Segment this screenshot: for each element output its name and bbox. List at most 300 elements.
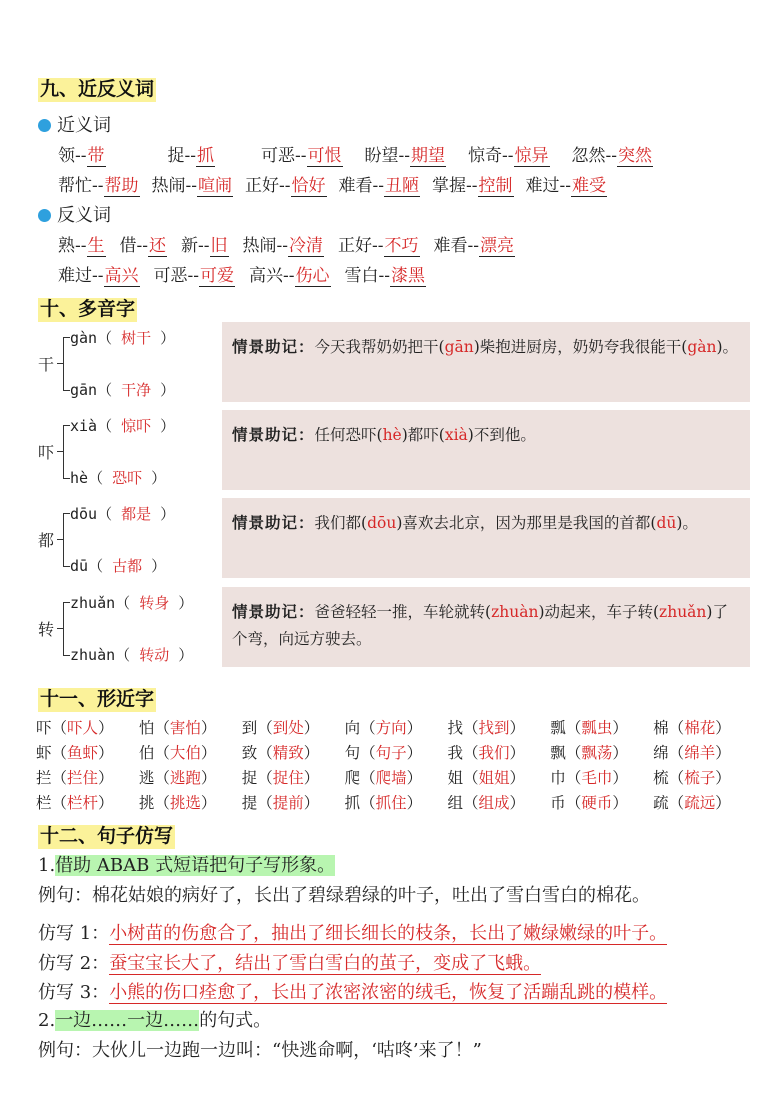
word-prompt: 雪白--: [344, 266, 390, 286]
word-prompt: 借--: [119, 236, 148, 256]
memory-tip-pinyin: gàn: [687, 338, 717, 356]
word-prompt: 热闹--: [242, 236, 288, 256]
word-answer: 抓: [197, 146, 214, 166]
section-10-title: 十、多音字: [40, 298, 136, 320]
memory-tip-pinyin: gān: [444, 338, 474, 356]
word-prompt: 忽然--: [571, 146, 617, 166]
similar-char: 棉: [653, 719, 669, 737]
similar-word: 大伯: [169, 744, 201, 762]
brace-tick: [57, 451, 63, 452]
paren: （: [360, 719, 376, 737]
similar-char-item: [139, 766, 242, 791]
similar-char: 捉: [241, 769, 258, 787]
similar-word: 逃跑: [169, 769, 201, 787]
similar-char-item: [345, 741, 448, 766]
paren: （: [360, 744, 376, 762]
word-answer: 丑陋: [385, 176, 419, 196]
word-pair: [58, 171, 140, 196]
similar-char: 疏: [653, 794, 669, 812]
paren: （: [565, 769, 582, 787]
similar-char: 虾: [36, 744, 52, 762]
paren: （: [97, 417, 122, 435]
memory-tip-text: 我们都(: [314, 514, 368, 532]
paren: （: [565, 719, 582, 737]
similar-word: 爬墙: [375, 769, 407, 787]
similar-char-item: [653, 741, 756, 766]
similar-chars-row: [36, 741, 756, 766]
polyphone-char: 吓: [38, 443, 55, 462]
paren: （: [668, 719, 685, 737]
paren: ）: [715, 719, 731, 737]
imitation-text: 小树苗的伤愈合了，抽出了细长细长的枝条，长出了嫩绿嫩绿的叶子。: [109, 923, 668, 944]
word-pair: [345, 261, 427, 286]
memory-tip-text: 爸爸轻轻一推，车轮就转(: [314, 603, 492, 621]
similar-word: 疏远: [684, 794, 716, 812]
imitation-sentence: [38, 919, 667, 945]
similar-char: 飘: [550, 744, 566, 762]
paren: ）: [98, 769, 114, 787]
paren: （: [51, 719, 68, 737]
memory-tip-pinyin: dū: [656, 514, 677, 532]
similar-char-item: [36, 791, 139, 816]
section-12-title: 十二、句子仿写: [40, 825, 174, 847]
similar-char-item: [447, 791, 550, 816]
paren: （: [668, 744, 685, 762]
imitation-label: 仿写 3：: [38, 982, 110, 1003]
similar-word: 句子: [375, 744, 407, 762]
similar-char: 我: [447, 744, 463, 762]
word-answer: 高兴: [104, 266, 139, 286]
similar-char-item: [242, 741, 345, 766]
polyphone-char: 都: [38, 531, 55, 550]
similar-char: 句: [344, 744, 361, 762]
similar-char: 姐: [447, 769, 463, 787]
word-pair: [434, 231, 516, 256]
word-answer: 期望: [411, 146, 445, 166]
similar-char-item: [550, 716, 653, 741]
word-answer: 控制: [478, 176, 513, 196]
section-11-title: 十一、形近字: [40, 688, 155, 710]
similar-word: 拦住: [67, 769, 99, 787]
similar-char: 币: [550, 794, 566, 812]
question-2-title: 2.一边……一边……的句式。: [38, 1010, 272, 1031]
paren: ）: [612, 744, 628, 762]
word-pair: [526, 171, 608, 196]
paren: ）: [151, 329, 176, 347]
pinyin: hè: [70, 469, 89, 487]
example-word: 惊吓: [121, 417, 152, 435]
similar-char: 瓢: [550, 719, 566, 737]
paren: （: [154, 719, 170, 737]
similar-char-item: [345, 766, 448, 791]
word-pair: [168, 141, 216, 166]
word-prompt: 可恶--: [153, 266, 199, 286]
paren: ）: [303, 769, 320, 787]
paren: ）: [303, 719, 320, 737]
word-answer: 突然: [618, 146, 652, 166]
similar-char-item: [345, 716, 448, 741]
word-prompt: 正好--: [338, 236, 384, 256]
similar-char-item: [36, 766, 139, 791]
paren: （: [257, 769, 273, 787]
similar-char-item: [447, 741, 550, 766]
similar-char-item: [653, 791, 756, 816]
paren: ）: [406, 794, 423, 812]
word-pair: [572, 141, 654, 166]
imitation-sentence: [38, 978, 667, 1004]
paren: （: [51, 794, 68, 812]
paren: ）: [406, 719, 423, 737]
similar-word: 鱼虾: [67, 744, 99, 762]
word-pair: [432, 171, 514, 196]
word-prompt: 可恶--: [261, 146, 307, 166]
paren: （: [154, 769, 170, 787]
word-prompt: 帮忙--: [58, 176, 104, 196]
similar-char: 逃: [138, 769, 155, 787]
similar-char-item: [653, 716, 756, 741]
paren: ）: [200, 794, 217, 812]
similar-char-item: [550, 766, 653, 791]
paren: （: [668, 769, 685, 787]
paren: （: [97, 505, 122, 523]
similar-char-item: [653, 766, 756, 791]
memory-tip-box: [222, 322, 750, 402]
word-prompt: 难过--: [58, 266, 104, 286]
similar-word: 害怕: [169, 719, 201, 737]
paren: （: [565, 744, 582, 762]
paren: （: [51, 744, 68, 762]
word-pair: [120, 231, 168, 256]
synonyms-label: 近义词: [38, 111, 111, 137]
imitation-text: 蚕宝宝长大了，结出了雪白雪白的茧子，变成了飞蛾。: [109, 953, 542, 974]
similar-word: 姐姐: [478, 769, 510, 787]
memory-tip-text: )。: [716, 338, 739, 356]
question-1-example: 例句：棉花姑娘的病好了，长出了碧绿碧绿的叶子，吐出了雪白雪白的棉花。: [38, 885, 650, 906]
memory-tip-text: )了个弯，向远方驶去。: [232, 603, 728, 648]
memory-tip-label: 情景助记：: [232, 426, 315, 444]
similar-char-item: [447, 766, 550, 791]
section-9-title: 九、近反义词: [40, 78, 155, 100]
paren: ）: [509, 744, 525, 762]
paren: ）: [406, 769, 423, 787]
memory-tip-label: 情景助记：: [232, 514, 315, 532]
paren: ）: [151, 381, 176, 399]
paren: （: [565, 794, 582, 812]
memory-tip-pinyin: zhuàn: [491, 603, 539, 621]
word-answer: 旧: [210, 236, 228, 256]
similar-char: 伯: [138, 744, 155, 762]
word-prompt: 难看--: [338, 176, 384, 196]
pinyin: gàn: [70, 329, 98, 347]
brace-tick: [57, 539, 63, 540]
antonyms-row-2: [58, 261, 440, 286]
paren: ）: [715, 794, 731, 812]
similar-word: 吓人: [67, 719, 99, 737]
brace-line: [63, 602, 70, 656]
paren: （: [88, 469, 113, 487]
memory-tip-box: [222, 410, 750, 490]
brace-line: [63, 513, 70, 567]
similar-word: 找到: [478, 719, 510, 737]
paren: ）: [303, 744, 320, 762]
word-pair: [338, 231, 420, 256]
similar-char: 栏: [36, 794, 52, 812]
word-answer: 可爱: [200, 266, 234, 286]
paren: ）: [612, 719, 628, 737]
word-answer: 惊异: [514, 146, 549, 166]
paren: ）: [200, 744, 217, 762]
word-pair: [365, 141, 447, 166]
word-answer: 生: [87, 236, 105, 256]
paren: ）: [715, 744, 731, 762]
paren: ）: [98, 719, 114, 737]
paren: ）: [142, 469, 167, 487]
similar-word: 绵羊: [684, 744, 716, 762]
word-answer: 恰好: [291, 176, 326, 196]
similar-word: 棉花: [684, 719, 716, 737]
word-answer: 冷清: [289, 236, 323, 256]
pinyin-reading-2: [70, 644, 193, 665]
similar-word: 瓢虫: [581, 719, 613, 737]
antonyms-row-1: [58, 231, 529, 256]
word-answer: 还: [149, 236, 166, 256]
paren: （: [257, 794, 273, 812]
word-prompt: 正好--: [245, 176, 291, 196]
similar-word: 捉住: [272, 769, 304, 787]
similar-char: 拦: [36, 769, 52, 787]
similar-word: 方向: [375, 719, 407, 737]
similar-chars-row: [36, 716, 756, 741]
paren: （: [115, 646, 140, 664]
paren: （: [462, 744, 479, 762]
paren: ）: [151, 505, 176, 523]
word-prompt: 难看--: [433, 236, 479, 256]
word-prompt: 领--: [58, 146, 87, 166]
memory-tip-pinyin: hè: [382, 426, 402, 444]
similar-char: 致: [241, 744, 258, 762]
similar-char: 向: [344, 719, 361, 737]
word-answer: 伤心: [295, 266, 330, 286]
paren: （: [154, 744, 170, 762]
paren: （: [462, 769, 479, 787]
word-pair: [249, 261, 331, 286]
similar-word: 硬币: [581, 794, 613, 812]
word-prompt: 惊奇--: [468, 146, 514, 166]
word-prompt: 难过--: [525, 176, 571, 196]
word-answer: 喧闹: [198, 176, 232, 196]
word-pair: [339, 171, 421, 196]
imitation-text: 小熊的伤口痊愈了，长出了浓密浓密的绒毛，恢复了活蹦乱跳的模样。: [109, 982, 668, 1003]
word-prompt: 掌握--: [432, 176, 478, 196]
pinyin-reading-1: [70, 592, 193, 613]
similar-word: 组成: [478, 794, 510, 812]
similar-word: 梳子: [684, 769, 716, 787]
memory-tip-pinyin: xià: [444, 426, 468, 444]
paren: ）: [612, 769, 628, 787]
antonyms-label: 反义词: [38, 201, 111, 227]
memory-tip-text: )柴抱进厨房，奶奶夸我很能干(: [473, 338, 688, 356]
similar-char: 到: [241, 719, 258, 737]
similar-char: 抓: [344, 794, 361, 812]
word-pair: [154, 261, 236, 286]
paren: （: [51, 769, 68, 787]
word-pair: [243, 231, 325, 256]
question-1-title: 1.借助 ABAB 式短语把句子写形象。: [38, 855, 336, 876]
similar-char: 吓: [36, 719, 52, 737]
similar-chars-grid: [36, 716, 756, 816]
memory-tip-pinyin: dōu: [367, 514, 397, 532]
example-word: 树干: [121, 329, 152, 347]
word-prompt: 热闹--: [151, 176, 197, 196]
similar-char-item: [550, 791, 653, 816]
paren: ）: [509, 719, 525, 737]
paren: ）: [98, 794, 114, 812]
word-answer: 帮助: [104, 176, 139, 196]
example-word: 转动: [139, 646, 170, 664]
paren: （: [257, 719, 273, 737]
paren: ）: [169, 594, 194, 612]
paren: （: [668, 794, 685, 812]
word-answer: 不巧: [384, 236, 419, 256]
word-pair: [58, 231, 106, 256]
memory-tip-text: )不到他。: [467, 426, 536, 444]
paren: （: [462, 719, 479, 737]
example-word: 都是: [121, 505, 152, 523]
paren: （: [97, 381, 122, 399]
pinyin: xià: [70, 417, 98, 435]
similar-char-item: [139, 741, 242, 766]
memory-tip-text: 今天我帮奶奶把干(: [314, 338, 445, 356]
pinyin: dū: [70, 557, 89, 575]
paren: ）: [142, 557, 167, 575]
similar-word: 栏杆: [67, 794, 99, 812]
similar-char-item: [447, 716, 550, 741]
similar-word: 提前: [272, 794, 304, 812]
word-pair: [152, 171, 234, 196]
paren: ）: [151, 417, 176, 435]
word-prompt: 高兴--: [249, 266, 295, 286]
similar-char: 找: [447, 719, 463, 737]
similar-char: 梳: [653, 769, 669, 787]
word-prompt: 盼望--: [364, 146, 410, 166]
similar-word: 我们: [478, 744, 510, 762]
brace-line: [63, 337, 70, 391]
similar-char-item: [242, 766, 345, 791]
similar-char: 爬: [344, 769, 361, 787]
paren: ）: [169, 646, 194, 664]
similar-char-item: [550, 741, 653, 766]
similar-char: 绵: [653, 744, 669, 762]
pinyin-reading-1: [70, 503, 175, 524]
paren: （: [360, 794, 376, 812]
word-prompt: 熟--: [58, 236, 87, 256]
brace-line: [63, 425, 70, 479]
pinyin-reading-2: [70, 467, 166, 488]
question-2-example: 例句：大伙儿一边跑一边叫：“快逃命啊，‘咕咚’来了！”: [38, 1040, 482, 1061]
memory-tip-box: [222, 498, 750, 578]
word-answer: 难受: [572, 176, 606, 196]
paren: （: [154, 794, 170, 812]
memory-tip-text: )动起来，车子转(: [538, 603, 660, 621]
word-prompt: 新--: [181, 236, 210, 256]
imitation-label: 仿写 2：: [38, 953, 110, 974]
imitation-sentence: [38, 949, 541, 975]
paren: ）: [715, 769, 731, 787]
polyphone-char: 干: [38, 355, 55, 374]
pinyin: zhuàn: [70, 646, 116, 664]
similar-char: 组: [447, 794, 463, 812]
memory-tip-text: )喜欢去北京，因为那里是我国的首都(: [396, 514, 657, 532]
memory-tip-label: 情景助记：: [232, 603, 315, 621]
paren: （: [462, 794, 479, 812]
bullet-icon: [38, 119, 51, 132]
word-answer: 带: [87, 146, 105, 166]
brace-tick: [57, 628, 63, 629]
paren: ）: [509, 794, 525, 812]
pinyin-reading-2: [70, 555, 166, 576]
paren: ）: [98, 744, 114, 762]
paren: ）: [200, 719, 217, 737]
word-pair: [58, 261, 140, 286]
paren: ）: [303, 794, 320, 812]
memory-tip-box: [222, 587, 750, 667]
pinyin: dōu: [70, 505, 98, 523]
word-prompt: 捉--: [167, 146, 196, 166]
similar-char: 挑: [138, 794, 155, 812]
pinyin-reading-2: [70, 379, 175, 400]
paren: （: [115, 594, 140, 612]
pinyin: gān: [70, 381, 98, 399]
similar-char-item: [242, 791, 345, 816]
similar-char-item: [242, 716, 345, 741]
brace-tick: [57, 363, 63, 364]
similar-char: 提: [241, 794, 258, 812]
word-answer: 漆黑: [391, 266, 425, 286]
pinyin: zhuǎn: [70, 594, 116, 612]
similar-char-item: [139, 791, 242, 816]
paren: （: [360, 769, 376, 787]
similar-word: 飘荡: [581, 744, 613, 762]
similar-chars-row: [36, 791, 756, 816]
similar-char-item: [36, 741, 139, 766]
paren: ）: [406, 744, 423, 762]
similar-char: 怕: [138, 719, 155, 737]
similar-word: 到处: [272, 719, 304, 737]
similar-char: 巾: [550, 769, 566, 787]
synonyms-row-2: [58, 171, 619, 196]
pinyin-reading-1: [70, 327, 175, 348]
memory-tip-pinyin: zhuǎn: [659, 603, 707, 621]
similar-char-item: [139, 716, 242, 741]
example-word: 恐吓: [112, 469, 143, 487]
imitation-label: 仿写 1：: [38, 923, 110, 944]
similar-char-item: [36, 716, 139, 741]
word-pair: [181, 231, 229, 256]
memory-tip-text: 任何恐吓(: [314, 426, 383, 444]
paren: （: [257, 744, 273, 762]
pinyin-reading-1: [70, 415, 175, 436]
word-answer: 可恨: [307, 146, 342, 166]
example-word: 干净: [121, 381, 152, 399]
word-pair: [468, 141, 550, 166]
similar-word: 精致: [272, 744, 304, 762]
synonyms-row-1: [58, 141, 667, 166]
similar-chars-row: [36, 766, 756, 791]
paren: （: [97, 329, 122, 347]
memory-tip-label: 情景助记：: [232, 338, 315, 356]
similar-word: 挑选: [169, 794, 201, 812]
similar-word: 抓住: [375, 794, 407, 812]
